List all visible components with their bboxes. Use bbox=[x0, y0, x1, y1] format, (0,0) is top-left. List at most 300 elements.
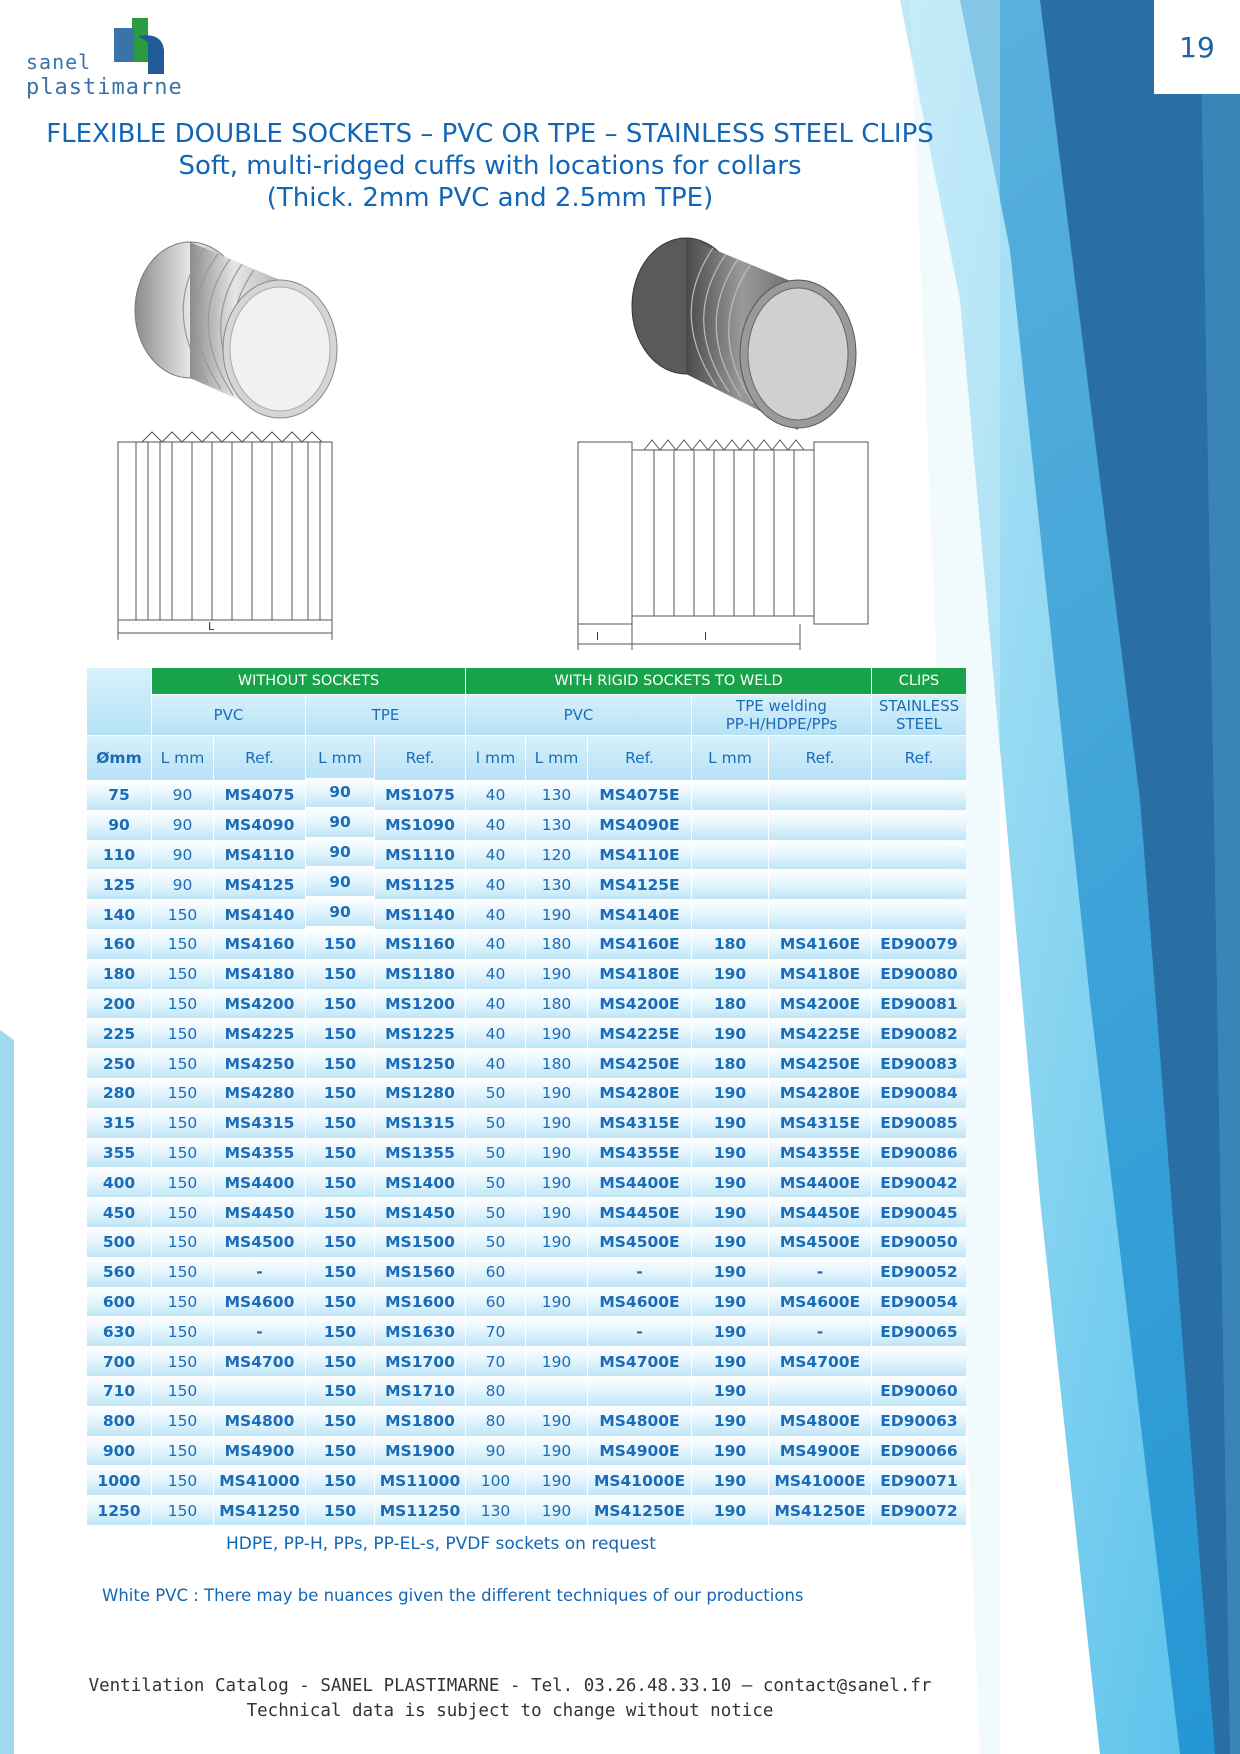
table-cell: 40 bbox=[466, 781, 525, 810]
table-cell: MS41000E bbox=[769, 1466, 871, 1495]
table-cell: 150 bbox=[306, 1258, 374, 1287]
table-cell: 180 bbox=[692, 1049, 768, 1078]
table-cell: MS1140 bbox=[375, 900, 465, 929]
table-cell: MS1200 bbox=[375, 990, 465, 1019]
table-cell bbox=[526, 1258, 587, 1287]
table-cell: 315 bbox=[87, 1109, 151, 1138]
table-cell: MS4600E bbox=[769, 1288, 871, 1317]
page-title: FLEXIBLE DOUBLE SOCKETS – PVC OR TPE – STAINLESS STEEL CLIPS bbox=[46, 119, 934, 149]
table-cell: 190 bbox=[692, 1407, 768, 1436]
table-cell: 190 bbox=[692, 1019, 768, 1048]
company-logo bbox=[22, 12, 192, 112]
table-cell: MS4225E bbox=[769, 1019, 871, 1048]
table-cell: 400 bbox=[87, 1168, 151, 1197]
table-row bbox=[87, 1019, 966, 1048]
table-cell: ED90086 bbox=[872, 1139, 966, 1168]
table-cell: 75 bbox=[87, 781, 151, 810]
table-cell: - bbox=[588, 1317, 691, 1346]
table-cell: MS4075E bbox=[588, 781, 691, 810]
table-cell: 225 bbox=[87, 1019, 151, 1048]
table-cell: MS4225E bbox=[588, 1019, 691, 1048]
table-cell: 630 bbox=[87, 1317, 151, 1346]
table-cell: 900 bbox=[87, 1437, 151, 1466]
table-cell: MS4400 bbox=[214, 1168, 305, 1197]
table-cell: 50 bbox=[466, 1168, 525, 1197]
table-cell: 150 bbox=[152, 1228, 213, 1257]
table-cell: MS1250 bbox=[375, 1049, 465, 1078]
table-cell: 80 bbox=[466, 1377, 525, 1406]
table-cell: MS1600 bbox=[375, 1288, 465, 1317]
table-cell: 40 bbox=[466, 841, 525, 870]
table-cell: 700 bbox=[87, 1347, 151, 1376]
table-cell: MS4450 bbox=[214, 1198, 305, 1227]
table-cell: MS1180 bbox=[375, 960, 465, 989]
table-cell: MS4075 bbox=[214, 781, 305, 810]
table-cell: 1000 bbox=[87, 1466, 151, 1495]
table-row bbox=[87, 900, 966, 929]
table-cell: 710 bbox=[87, 1377, 151, 1406]
table-cell: MS1075 bbox=[375, 781, 465, 810]
table-cell bbox=[769, 811, 871, 840]
table-cell: MS4280 bbox=[214, 1079, 305, 1108]
table-cell: ED90045 bbox=[872, 1198, 966, 1227]
footer-disclaimer-line: Technical data is subject to change without notice bbox=[246, 1701, 774, 1721]
table-cell: MS1900 bbox=[375, 1437, 465, 1466]
table-cell bbox=[769, 870, 871, 899]
table-row bbox=[87, 1198, 966, 1227]
table-cell: 190 bbox=[526, 1168, 587, 1197]
table-cell: 180 bbox=[526, 1049, 587, 1078]
table-cell: 150 bbox=[306, 1228, 374, 1257]
table-cell: 90 bbox=[152, 841, 213, 870]
table-cell: MS4600E bbox=[588, 1288, 691, 1317]
table-cell: - bbox=[214, 1258, 305, 1287]
table-cell: 150 bbox=[152, 1347, 213, 1376]
table-cell bbox=[872, 811, 966, 840]
table-cell: 150 bbox=[306, 1437, 374, 1466]
table-cell bbox=[872, 841, 966, 870]
table-cell: MS4600 bbox=[214, 1288, 305, 1317]
column-header: L mm bbox=[306, 736, 374, 780]
table-cell: - bbox=[214, 1317, 305, 1346]
table-cell: 160 bbox=[87, 930, 151, 959]
table-cell: MS4800E bbox=[769, 1407, 871, 1436]
table-row bbox=[87, 1168, 966, 1197]
table-cell: MS1450 bbox=[375, 1198, 465, 1227]
table-cell: 150 bbox=[152, 1109, 213, 1138]
table-cell: 90 bbox=[306, 778, 374, 807]
table-cell: 190 bbox=[692, 1466, 768, 1495]
tpe-socket-technical-drawing bbox=[574, 436, 874, 656]
table-cell bbox=[588, 1377, 691, 1406]
table-cell: MS41250 bbox=[214, 1496, 305, 1525]
table-cell: MS4700 bbox=[214, 1347, 305, 1376]
table-cell: MS4250 bbox=[214, 1049, 305, 1078]
header-clips: CLIPS bbox=[872, 668, 966, 694]
table-cell: MS4900E bbox=[588, 1437, 691, 1466]
table-cell: 100 bbox=[466, 1466, 525, 1495]
table-cell: 150 bbox=[152, 1258, 213, 1287]
table-cell: MS4225 bbox=[214, 1019, 305, 1048]
table-cell: 500 bbox=[87, 1228, 151, 1257]
table-row bbox=[87, 1109, 966, 1138]
header-pvc-rigid: PVC bbox=[466, 695, 691, 735]
table-cell: MS1225 bbox=[375, 1019, 465, 1048]
table-cell: 50 bbox=[466, 1109, 525, 1138]
table-cell: 190 bbox=[526, 960, 587, 989]
table-header bbox=[87, 668, 966, 780]
table-cell: 190 bbox=[526, 1109, 587, 1138]
table-cell: 600 bbox=[87, 1288, 151, 1317]
table-cell: 60 bbox=[466, 1258, 525, 1287]
table-cell: ED90052 bbox=[872, 1258, 966, 1287]
table-cell: ED90054 bbox=[872, 1288, 966, 1317]
table-cell: 150 bbox=[152, 1049, 213, 1078]
table-cell: 190 bbox=[692, 1079, 768, 1108]
table-cell: 560 bbox=[87, 1258, 151, 1287]
table-cell: MS4315E bbox=[588, 1109, 691, 1138]
table-cell: MS1560 bbox=[375, 1258, 465, 1287]
logo-emblem-icon bbox=[104, 14, 174, 74]
table-cell: 60 bbox=[466, 1288, 525, 1317]
table-cell: 90 bbox=[306, 867, 374, 896]
table-cell bbox=[692, 781, 768, 810]
table-cell bbox=[872, 1347, 966, 1376]
table-cell: 250 bbox=[87, 1049, 151, 1078]
table-cell: 90 bbox=[306, 897, 374, 926]
table-cell: 150 bbox=[152, 1407, 213, 1436]
table-cell: 150 bbox=[152, 900, 213, 929]
table-cell: 90 bbox=[152, 870, 213, 899]
table-cell: MS4180 bbox=[214, 960, 305, 989]
table-cell: 190 bbox=[692, 1496, 768, 1525]
header-stainless-line1: STAINLESS bbox=[878, 697, 960, 715]
table-cell: MS41000E bbox=[588, 1466, 691, 1495]
table-cell: 40 bbox=[466, 960, 525, 989]
table-cell: 150 bbox=[306, 1466, 374, 1495]
table-cell: 90 bbox=[152, 781, 213, 810]
table-cell: 150 bbox=[152, 930, 213, 959]
table-cell: MS4125E bbox=[588, 870, 691, 899]
table-cell: 150 bbox=[152, 1466, 213, 1495]
table-cell: 150 bbox=[306, 1109, 374, 1138]
table-cell: MS4500 bbox=[214, 1228, 305, 1257]
table-cell: 150 bbox=[306, 930, 374, 959]
table-cell: ED90066 bbox=[872, 1437, 966, 1466]
table-cell: MS4315 bbox=[214, 1109, 305, 1138]
table-cell: 150 bbox=[152, 1139, 213, 1168]
table-cell: ED90072 bbox=[872, 1496, 966, 1525]
table-cell: 50 bbox=[466, 1198, 525, 1227]
table-cell: MS4140E bbox=[588, 900, 691, 929]
header-row-groups bbox=[87, 668, 966, 694]
table-cell: MS4900 bbox=[214, 1437, 305, 1466]
table-cell: 150 bbox=[306, 1019, 374, 1048]
table-cell: MS4450E bbox=[588, 1198, 691, 1227]
header-with-rigid-sockets: WITH RIGID SOCKETS TO WELD bbox=[466, 668, 871, 694]
table-row bbox=[87, 1466, 966, 1495]
table-cell: ED90079 bbox=[872, 930, 966, 959]
table-cell bbox=[692, 841, 768, 870]
table-cell: MS1090 bbox=[375, 811, 465, 840]
table-cell: 190 bbox=[526, 1466, 587, 1495]
column-header: L mm bbox=[692, 736, 768, 780]
table-cell: 140 bbox=[87, 900, 151, 929]
table-cell: 190 bbox=[692, 1377, 768, 1406]
table-row bbox=[87, 1347, 966, 1376]
table-cell: 150 bbox=[152, 960, 213, 989]
logo-text-plastimarne: plastimarne bbox=[26, 75, 183, 100]
table-cell: 50 bbox=[466, 1139, 525, 1168]
table-cell: 190 bbox=[692, 1258, 768, 1287]
table-cell bbox=[769, 1377, 871, 1406]
table-cell: 90 bbox=[466, 1437, 525, 1466]
table-cell: 150 bbox=[306, 1288, 374, 1317]
table-cell: 190 bbox=[526, 1347, 587, 1376]
column-header: Ref. bbox=[375, 736, 465, 780]
table-cell: MS4250E bbox=[588, 1049, 691, 1078]
table-cell: MS4700E bbox=[769, 1347, 871, 1376]
table-row bbox=[87, 1288, 966, 1317]
table-cell: 190 bbox=[692, 1437, 768, 1466]
table-cell: MS4160E bbox=[769, 930, 871, 959]
page-number: 19 bbox=[1154, 0, 1240, 94]
table-cell: MS4200E bbox=[769, 990, 871, 1019]
table-cell: MS4700E bbox=[588, 1347, 691, 1376]
table-cell: ED90065 bbox=[872, 1317, 966, 1346]
table-cell: MS4280E bbox=[769, 1079, 871, 1108]
table-cell: 190 bbox=[692, 960, 768, 989]
column-header: L mm bbox=[152, 736, 213, 780]
table-cell: 200 bbox=[87, 990, 151, 1019]
table-cell: 450 bbox=[87, 1198, 151, 1227]
table-cell: 180 bbox=[692, 930, 768, 959]
table-cell: 190 bbox=[526, 1019, 587, 1048]
table-cell: ED90084 bbox=[872, 1079, 966, 1108]
table-cell bbox=[214, 1377, 305, 1406]
table-row bbox=[87, 870, 966, 899]
table-cell: MS4140 bbox=[214, 900, 305, 929]
table-cell: ED90081 bbox=[872, 990, 966, 1019]
table-cell: MS1125 bbox=[375, 870, 465, 899]
header-tpe-welding-line2: PP-H/HDPE/PPs bbox=[725, 715, 838, 733]
table-cell: MS1630 bbox=[375, 1317, 465, 1346]
table-row bbox=[87, 990, 966, 1019]
table-row bbox=[87, 841, 966, 870]
table-cell: 150 bbox=[152, 990, 213, 1019]
table-cell: 180 bbox=[526, 930, 587, 959]
table-cell: MS4500E bbox=[588, 1228, 691, 1257]
header-corner bbox=[87, 668, 151, 735]
white-pvc-note: White PVC : There may be nuances given the different techniques of our productions bbox=[102, 1586, 804, 1605]
table-cell: MS1500 bbox=[375, 1228, 465, 1257]
table-cell: MS4160E bbox=[588, 930, 691, 959]
table-row bbox=[87, 1317, 966, 1346]
table-cell: MS4450E bbox=[769, 1198, 871, 1227]
table-row bbox=[87, 1139, 966, 1168]
page-footer bbox=[60, 1674, 960, 1724]
table-cell: MS4355E bbox=[769, 1139, 871, 1168]
table-cell bbox=[769, 900, 871, 929]
table-cell: MS1110 bbox=[375, 841, 465, 870]
table-cell: 150 bbox=[306, 990, 374, 1019]
table-cell: ED90071 bbox=[872, 1466, 966, 1495]
table-cell: MS41250E bbox=[588, 1496, 691, 1525]
table-cell: 120 bbox=[526, 841, 587, 870]
table-cell bbox=[692, 811, 768, 840]
table-cell: MS4090 bbox=[214, 811, 305, 840]
table-cell: MS1710 bbox=[375, 1377, 465, 1406]
column-header: L mm bbox=[526, 736, 587, 780]
table-cell: 190 bbox=[692, 1317, 768, 1346]
table-row bbox=[87, 1407, 966, 1436]
table-cell: 190 bbox=[526, 1407, 587, 1436]
table-cell: ED90080 bbox=[872, 960, 966, 989]
table-row bbox=[87, 1377, 966, 1406]
table-cell: 150 bbox=[306, 1079, 374, 1108]
table-cell bbox=[872, 870, 966, 899]
column-header: Ref. bbox=[214, 736, 305, 780]
table-cell: MS4125 bbox=[214, 870, 305, 899]
table-cell: MS4800 bbox=[214, 1407, 305, 1436]
column-header: Ref. bbox=[769, 736, 871, 780]
table-cell: 150 bbox=[306, 1407, 374, 1436]
table-cell: 190 bbox=[526, 1198, 587, 1227]
table-cell: MS4200E bbox=[588, 990, 691, 1019]
pvc-socket-technical-drawing bbox=[112, 428, 342, 652]
table-cell: 190 bbox=[526, 1437, 587, 1466]
table-cell: MS1355 bbox=[375, 1139, 465, 1168]
table-cell: 80 bbox=[466, 1407, 525, 1436]
logo-text-sanel: sanel bbox=[26, 50, 92, 74]
table-cell: 150 bbox=[306, 1198, 374, 1227]
table-cell: MS11000 bbox=[375, 1466, 465, 1495]
table-cell: 190 bbox=[692, 1168, 768, 1197]
table-cell: 150 bbox=[152, 1168, 213, 1197]
table-cell: ED90082 bbox=[872, 1019, 966, 1048]
table-cell: 150 bbox=[306, 1347, 374, 1376]
table-cell: 1250 bbox=[87, 1496, 151, 1525]
table-cell: 150 bbox=[306, 1139, 374, 1168]
table-cell: 150 bbox=[306, 1317, 374, 1346]
table-cell: 130 bbox=[526, 811, 587, 840]
table-cell: 90 bbox=[152, 811, 213, 840]
table-cell: 800 bbox=[87, 1407, 151, 1436]
column-header: Ref. bbox=[872, 736, 966, 780]
table-cell: 180 bbox=[692, 990, 768, 1019]
table-cell: - bbox=[769, 1317, 871, 1346]
table-cell bbox=[692, 900, 768, 929]
table-cell: 40 bbox=[466, 990, 525, 1019]
table-cell: MS4315E bbox=[769, 1109, 871, 1138]
table-cell: ED90083 bbox=[872, 1049, 966, 1078]
table-cell: 150 bbox=[306, 1049, 374, 1078]
table-cell: MS4400E bbox=[588, 1168, 691, 1197]
table-row bbox=[87, 1437, 966, 1466]
table-cell: 40 bbox=[466, 1049, 525, 1078]
table-cell: 40 bbox=[466, 930, 525, 959]
table-row bbox=[87, 781, 966, 810]
table-cell: 90 bbox=[306, 838, 374, 867]
table-cell: MS4900E bbox=[769, 1437, 871, 1466]
page-subtitle-2: (Thick. 2mm PVC and 2.5mm TPE) bbox=[266, 183, 714, 213]
table-cell: 70 bbox=[466, 1347, 525, 1376]
table-cell: MS4090E bbox=[588, 811, 691, 840]
table-cell: 40 bbox=[466, 811, 525, 840]
table-cell bbox=[769, 781, 871, 810]
table-cell: 190 bbox=[526, 900, 587, 929]
table-cell bbox=[872, 781, 966, 810]
table-cell: MS1160 bbox=[375, 930, 465, 959]
table-cell: MS11250 bbox=[375, 1496, 465, 1525]
table-cell: MS4160 bbox=[214, 930, 305, 959]
header-tpe-welding-line1: TPE welding bbox=[736, 697, 827, 715]
header-tpe: TPE bbox=[306, 695, 465, 735]
table-row bbox=[87, 1079, 966, 1108]
table-cell: 150 bbox=[152, 1019, 213, 1048]
table-cell: MS4280E bbox=[588, 1079, 691, 1108]
table-cell bbox=[526, 1317, 587, 1346]
table-cell: 150 bbox=[306, 1496, 374, 1525]
table-cell: - bbox=[769, 1258, 871, 1287]
table-cell: 110 bbox=[87, 841, 151, 870]
table-cell: MS4500E bbox=[769, 1228, 871, 1257]
table-cell: 70 bbox=[466, 1317, 525, 1346]
table-cell: 150 bbox=[152, 1377, 213, 1406]
table-row bbox=[87, 811, 966, 840]
table-cell bbox=[769, 841, 871, 870]
dimension-label-L: L bbox=[208, 620, 215, 633]
table-cell: MS1315 bbox=[375, 1109, 465, 1138]
table-cell: 355 bbox=[87, 1139, 151, 1168]
table-cell: ED90042 bbox=[872, 1168, 966, 1197]
dimension-label-L2: l bbox=[704, 630, 708, 643]
dimension-label-l: l bbox=[596, 630, 600, 643]
table-cell: 130 bbox=[466, 1496, 525, 1525]
table-cell: ED90060 bbox=[872, 1377, 966, 1406]
header-stainless-line2: STEEL bbox=[896, 715, 942, 733]
table-cell: MS4180E bbox=[769, 960, 871, 989]
table-cell: 190 bbox=[526, 1079, 587, 1108]
table-cell: 180 bbox=[87, 960, 151, 989]
table-cell: 150 bbox=[152, 1317, 213, 1346]
table-cell: 150 bbox=[152, 1288, 213, 1317]
table-cell: 50 bbox=[466, 1079, 525, 1108]
table-cell: MS4250E bbox=[769, 1049, 871, 1078]
table-row bbox=[87, 1049, 966, 1078]
table-cell: 190 bbox=[526, 1139, 587, 1168]
table-cell: 125 bbox=[87, 870, 151, 899]
table-cell: 150 bbox=[152, 1198, 213, 1227]
table-cell: 40 bbox=[466, 870, 525, 899]
page-subtitle-1: Soft, multi-ridged cuffs with locations for collars bbox=[178, 151, 802, 181]
title-block bbox=[40, 118, 940, 214]
column-header: Ømm bbox=[87, 736, 151, 780]
table-cell: MS4355 bbox=[214, 1139, 305, 1168]
table-cell: MS4400E bbox=[769, 1168, 871, 1197]
tpe-socket-render-image bbox=[628, 234, 868, 434]
table-cell: ED90063 bbox=[872, 1407, 966, 1436]
footer-contact-line: Ventilation Catalog - SANEL PLASTIMARNE - Tel. 03.26.48.33.10 – contact@sanel.fr bbox=[88, 1676, 932, 1696]
table-cell bbox=[692, 870, 768, 899]
table-cell: 90 bbox=[87, 811, 151, 840]
header-stainless-steel bbox=[872, 695, 966, 735]
pvc-socket-render-image bbox=[130, 240, 350, 420]
table-cell: MS1280 bbox=[375, 1079, 465, 1108]
table-cell: 190 bbox=[526, 1288, 587, 1317]
table-cell: 40 bbox=[466, 1019, 525, 1048]
header-pvc: PVC bbox=[152, 695, 305, 735]
